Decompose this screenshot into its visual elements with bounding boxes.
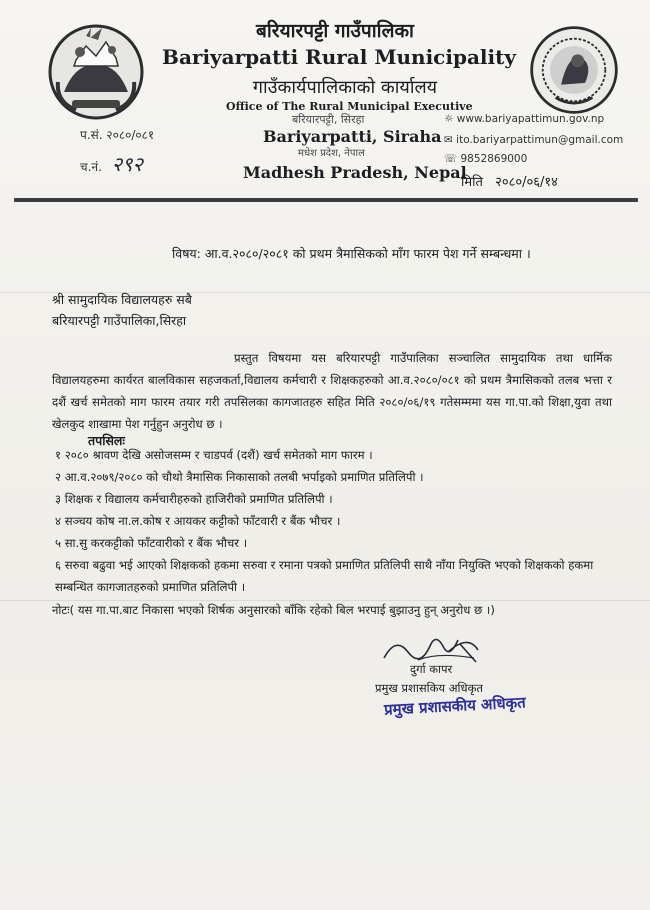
- website-text: www.bariyapattimun.gov.np: [456, 113, 605, 125]
- office-name-english: Office of The Rural Municipal Executive: [226, 100, 473, 113]
- email-text: ito.bariyarpattimun@gmail.com: [456, 134, 624, 146]
- list-item: १ २०८० श्रावण देखि असोजसम्म र चाडपर्व (दशैं) खर्च समेतको माग फारम ।: [55, 448, 373, 462]
- list-item: ४ सञ्चय कोष ना.ल.कोष र आयकर कट्टीको फाँटवारी र बैंक भौचर ।: [55, 514, 341, 528]
- official-stamp: प्रमुख प्रशासकीय अधिकृत: [383, 693, 527, 719]
- globe-icon: ☼: [444, 113, 454, 125]
- province-nepali: मधेश प्रदेश, नेपाल: [298, 148, 365, 159]
- email-line: [444, 134, 623, 146]
- details-heading: तपसिलः: [88, 433, 125, 448]
- letter-body: प्रस्तुत विषयमा यस बरियारपट्टी गाउँपालिका सञ्चालित सामुदायिक तथा धार्मिक विद्यालयहरुमा कार्यरत बालविकास सहजकर्ता,विद्यालय कर्मचारी र शिक्षकहरुको आ.व.२०८०/०८१ को प्रथम त्रैमासिकको तलब भत्ता र दशैं खर्च समेतको माग फारम तयार गरी तपसिलका कागजातहरु सहित मिति २०८०/०६/१९ गतेसम्ममा यस गा.पा.को शिक्षा,युवा तथा खेलकुद शाखामा पेश गर्नुहुन अनुरोध छ ।: [52, 351, 612, 431]
- letter-note: नोटः( यस गा.पा.बाट निकासा भएको शिर्षक अनुसारको बाँकि रहेको बिल भरपाई बुझाउनु हुन् अनुरोध छ ।): [52, 603, 495, 617]
- dispatch-number: [80, 150, 143, 177]
- dispatch-label: च.नं.: [80, 160, 102, 174]
- list-item: ३ शिक्षक र विद्यालय कर्मचारीहरुको हाजिरीको प्रमाणित प्रतिलिपी ।: [55, 492, 333, 506]
- date-label: मिति: [461, 175, 483, 190]
- signatory-name: दुर्गा कापर: [410, 662, 453, 676]
- list-item: ५ सा.सु करकट्टीको फाँटवारीको र बैंक भौचर ।: [55, 536, 248, 550]
- website-line: [444, 113, 604, 125]
- fold-line: [0, 600, 650, 601]
- reference-label: प.सं.: [80, 128, 103, 142]
- date-value: २०८०/०६/१४: [495, 175, 558, 190]
- recipient-line-2: बरियारपट्टी गाउँपालिका,सिरहा: [52, 313, 187, 328]
- reference-value: २०८०/०८१: [106, 128, 155, 142]
- phone-icon: ☏: [444, 153, 458, 165]
- municipality-name-nepali: बरियारपट्टी गाउँपालिका: [256, 20, 414, 42]
- phone-line: [444, 153, 527, 165]
- location-english: Bariyarpatti, Siraha: [263, 127, 442, 146]
- fold-line: [0, 292, 650, 293]
- list-item: २ आ.व.२०७९/२०८० को चौथो त्रैमासिक निकासाको तलबी भर्पाइको प्रमाणित प्रतिलिपी ।: [55, 470, 424, 484]
- province-english: Madhesh Pradesh, Nepal: [243, 163, 467, 182]
- list-item: ६ सरुवा बढुवा भई आएको शिक्षकको हकमा सरुवा र रमाना पत्रको प्रमाणित प्रतिलिपी साथै नाँया नियुक्ति भएको शिक्षकको हकमा सम्बन्धित कागजातहरुको प्रमाणित प्रतिलिपी ।: [55, 558, 594, 594]
- reference-number: [80, 126, 154, 143]
- location-nepali: बरियारपट्टी, सिरहा: [292, 113, 365, 126]
- signatory-designation: प्रमुख प्रशासकिय अधिकृत: [375, 681, 483, 695]
- office-name-nepali: गाउँकार्यपालिकाको कार्यालय: [252, 77, 438, 98]
- mail-icon: ✉: [444, 134, 453, 146]
- recipient-line-1: श्री सामुदायिक विद्यालयहरु सबै: [52, 292, 192, 307]
- municipality-name-english: Bariyarpatti Rural Municipality: [162, 45, 516, 69]
- phone-text: 9852869000: [460, 153, 528, 165]
- header-divider: [14, 198, 638, 202]
- dispatch-value: २९२: [111, 152, 143, 176]
- details-list: [55, 444, 603, 598]
- letter-subject: विषय: आ.व.२०८०/२०८१ को प्रथम त्रैमासिकको माँग फारम पेश गर्ने सम्बन्धमा ।: [172, 246, 531, 261]
- letter-date: [461, 172, 558, 190]
